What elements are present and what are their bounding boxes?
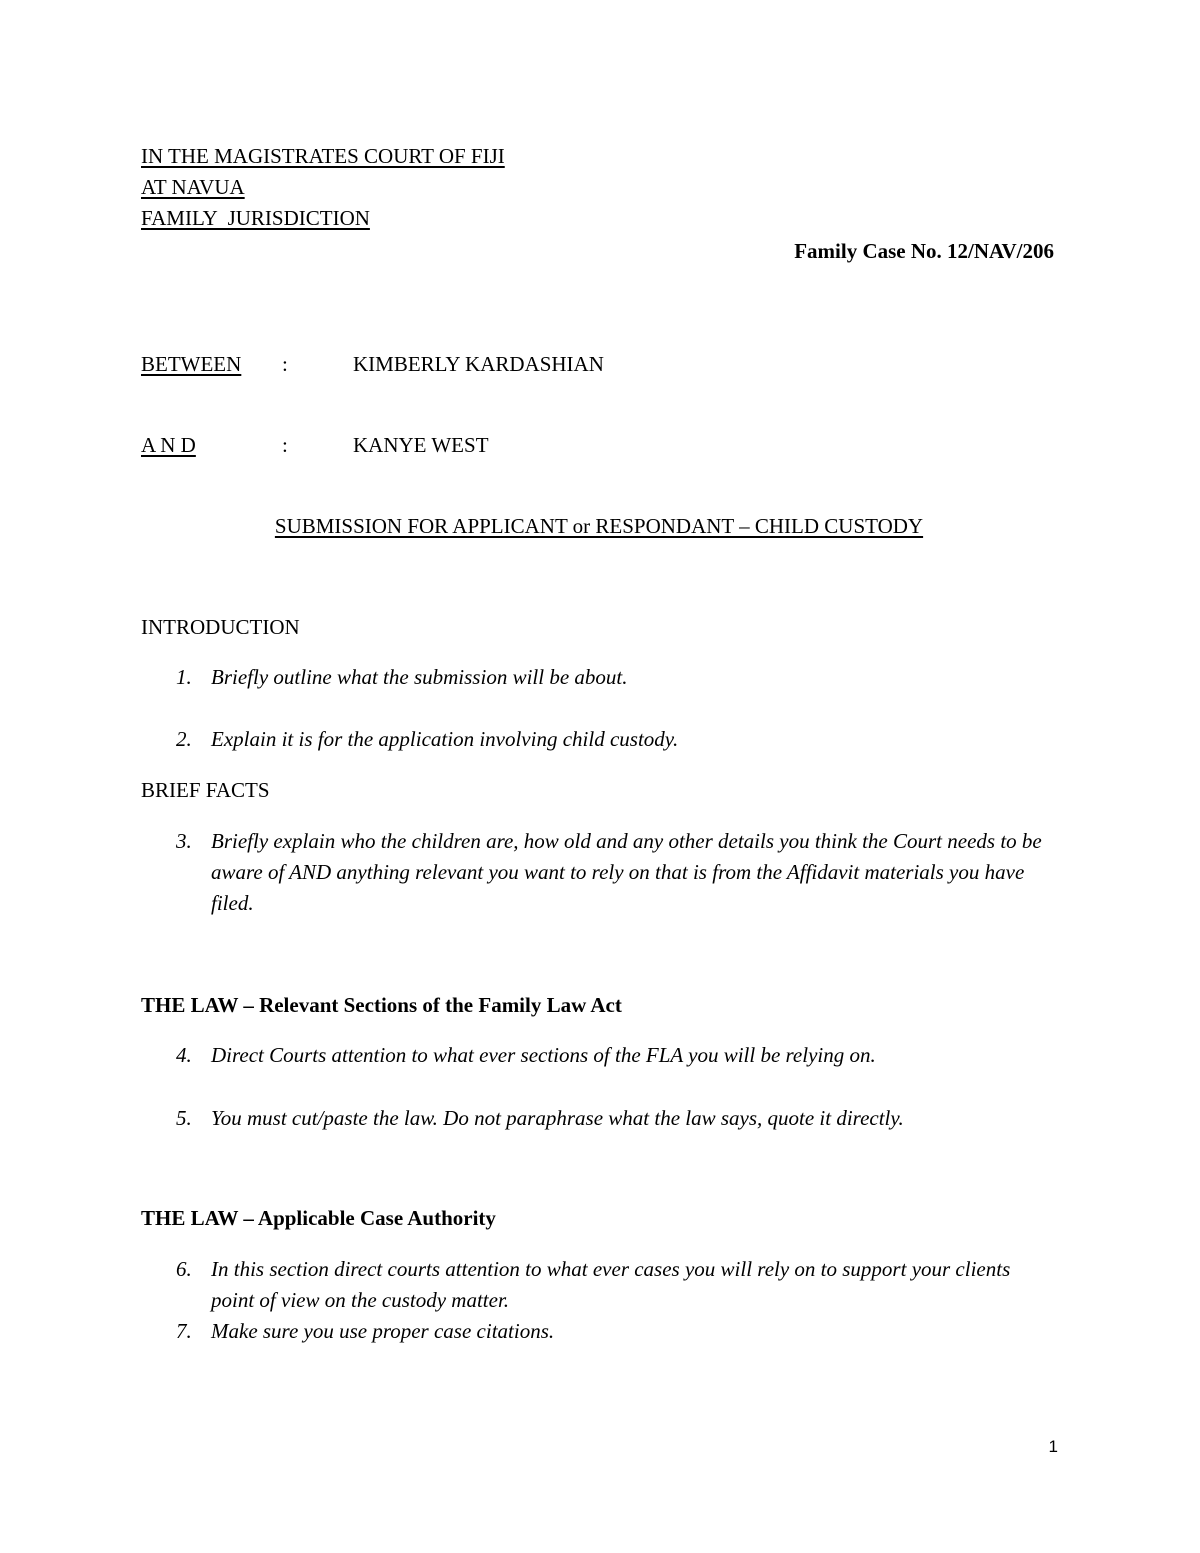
brief-facts-heading: BRIEF FACTS <box>141 778 270 802</box>
court-jurisdiction: FAMILY JURISDICTION <box>141 206 370 230</box>
item-text: Direct Courts attention to what ever sections of the FLA you will be relying on. <box>211 1043 876 1067</box>
law-cases-heading: THE LAW – Applicable Case Authority <box>141 1206 496 1230</box>
applicant-name: KIMBERLY KARDASHIAN <box>353 352 604 376</box>
court-location: AT NAVUA <box>141 175 245 199</box>
item-number: 5. <box>176 1106 192 1130</box>
list-item <box>176 1040 1056 1071</box>
item-text: Make sure you use proper case citations. <box>211 1319 555 1343</box>
list-item <box>176 1103 1056 1134</box>
item-text: In this section direct courts attention to what ever cases you will rely on to support your clients point of view on the custody matter. <box>211 1257 1011 1312</box>
between-label: BETWEEN <box>141 352 242 376</box>
submission-title: SUBMISSION FOR APPLICANT or RESPONDANT – CHILD CUSTODY <box>274 514 924 538</box>
item-text: Briefly explain who the children are, how old and any other details you think the Court needs to be aware of AND anything relevant you want to rely on that is from the Affidavit materials you have filed. <box>211 829 1042 915</box>
introduction-heading: INTRODUCTION <box>141 615 300 639</box>
list-item <box>176 662 1056 693</box>
item-number: 6. <box>176 1257 192 1281</box>
item-text: You must cut/paste the law. Do not paraphrase what the law says, quote it directly. <box>211 1106 904 1130</box>
item-number: 7. <box>176 1319 192 1343</box>
page-number: 1 <box>1048 1437 1058 1456</box>
list-item <box>176 826 1056 919</box>
item-number: 2. <box>176 727 192 751</box>
item-number: 4. <box>176 1043 192 1067</box>
list-item <box>176 1316 1056 1347</box>
court-heading <box>141 146 505 239</box>
and-colon: : <box>282 433 288 457</box>
and-label: A N D <box>141 433 196 457</box>
list-item <box>176 1254 1056 1316</box>
submission-title-row <box>0 514 1200 539</box>
case-number: Family Case No. 12/NAV/206 <box>794 239 1054 263</box>
item-text: Explain it is for the application involving child custody. <box>211 727 679 751</box>
list-item <box>176 724 1056 755</box>
item-number: 3. <box>176 829 192 853</box>
law-sections-heading: THE LAW – Relevant Sections of the Family Law Act <box>141 993 622 1017</box>
item-number: 1. <box>176 665 192 689</box>
court-name: IN THE MAGISTRATES COURT OF FIJI <box>141 144 505 168</box>
respondent-name: KANYE WEST <box>353 433 489 457</box>
item-text: Briefly outline what the submission will be about. <box>211 665 628 689</box>
between-colon: : <box>282 352 288 376</box>
